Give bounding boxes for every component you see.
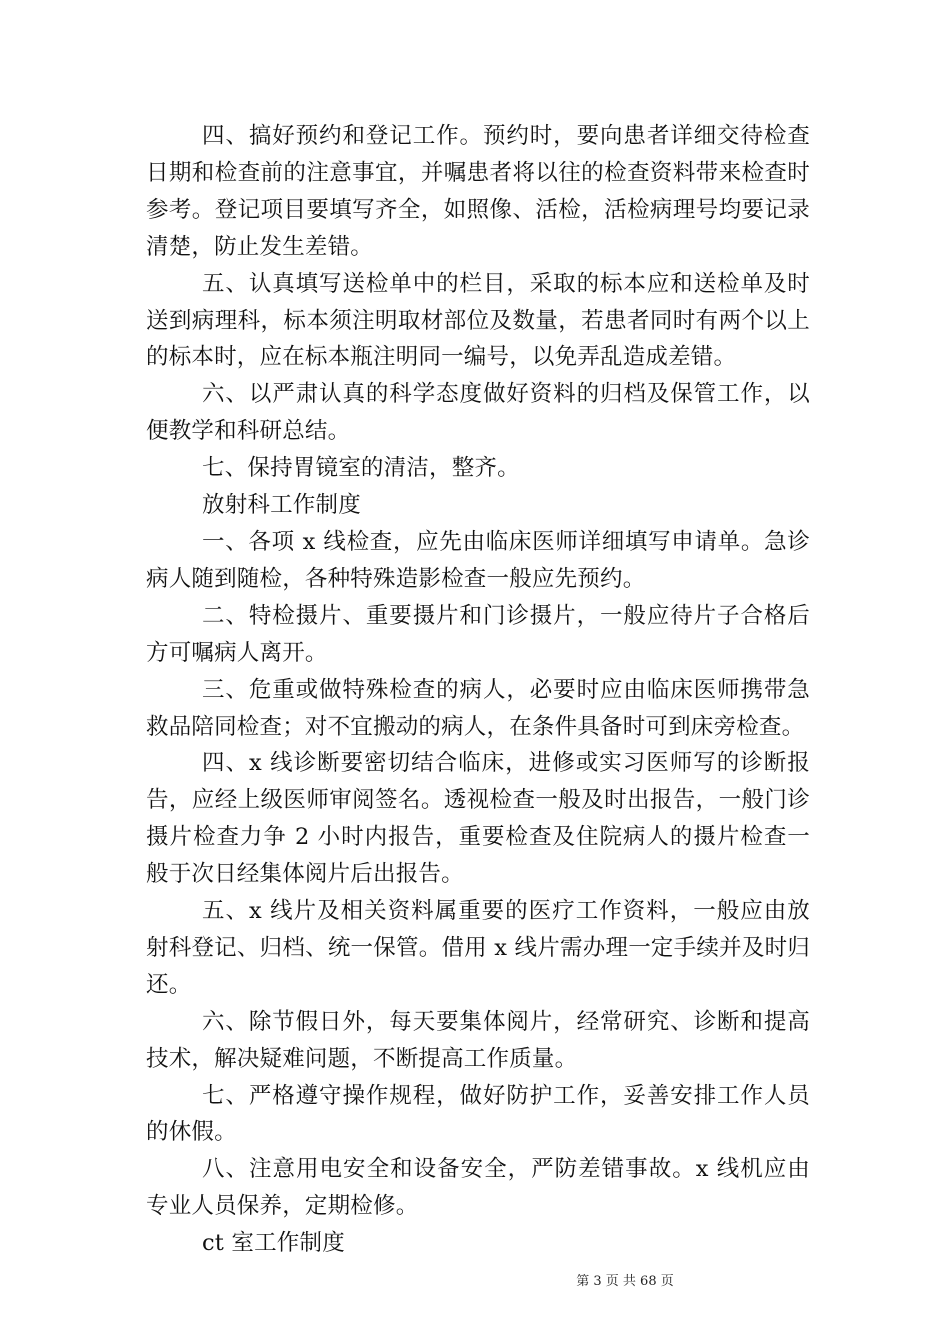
paragraph-cleanliness: 七、保持胃镜室的清洁，整齐。 [202, 455, 520, 482]
paragraph-radiology-2: 二、特检摄片、重要摄片和门诊摄片，一般应待片子合格后方可嘱病人离开。 [146, 602, 810, 666]
paragraph-archiving: 六、以严肃认真的科学态度做好资料的归档及保管工作，以便教学和科研总结。 [146, 381, 810, 445]
paragraph-radiology-3: 三、危重或做特殊检查的病人，必要时应由临床医师携带急救品陪同检查；对不宜搬动的病人，在条件具备时可到床旁检查。 [146, 676, 810, 740]
section-heading-radiology: 放射科工作制度 [202, 492, 361, 519]
paragraph-specimen-form: 五、认真填写送检单中的栏目，采取的标本应和送检单及时送到病理科，标本须注明取材部位及数量，若患者同时有两个以上的标本时，应在标本瓶注明同一编号，以免弄乱造成差错。 [146, 270, 810, 371]
paragraph-radiology-4: 四、x 线诊断要密切结合临床，进修或实习医师写的诊断报告，应经上级医师审阅签名。透视检查一般及时出报告，一般门诊摄片检查力争 2 小时内报告，重要检查及住院病人的摄片检查一般于次日经集体阅片后出报告。 [146, 750, 810, 888]
paragraph-radiology-7: 七、严格遵守操作规程，做好防护工作，妥善安排工作人员的休假。 [146, 1082, 810, 1146]
paragraph-radiology-6: 六、除节假日外，每天要集体阅片，经常研究、诊断和提高技术，解决疑难问题，不断提高工作质量。 [146, 1008, 810, 1072]
paragraph-appointment: 四、搞好预约和登记工作。预约时，要向患者详细交待检查日期和检查前的注意事宜，并嘱患者将以往的检查资料带来检查时参考。登记项目要填写齐全，如照像、活检，活检病理号均要记录清楚，防止发生差错。 [146, 123, 810, 260]
paragraph-radiology-1: 一、各项 x 线检查，应先由临床医师详细填写申请单。急诊病人随到随检，各种特殊造影检查一般应先预约。 [146, 528, 810, 592]
document-page [146, 118, 810, 1262]
section-heading-ct: ct 室工作制度 [202, 1230, 345, 1257]
paragraph-radiology-8: 八、注意用电安全和设备安全，严防差错事故。x 线机应由专业人员保养，定期检修。 [146, 1156, 810, 1220]
page-number: 第 3 页 共 68 页 [576, 1274, 674, 1289]
paragraph-radiology-5: 五、x 线片及相关资料属重要的医疗工作资料，一般应由放射科登记、归档、统一保管。借用 x 线片需办理一定手续并及时归还。 [146, 898, 810, 998]
